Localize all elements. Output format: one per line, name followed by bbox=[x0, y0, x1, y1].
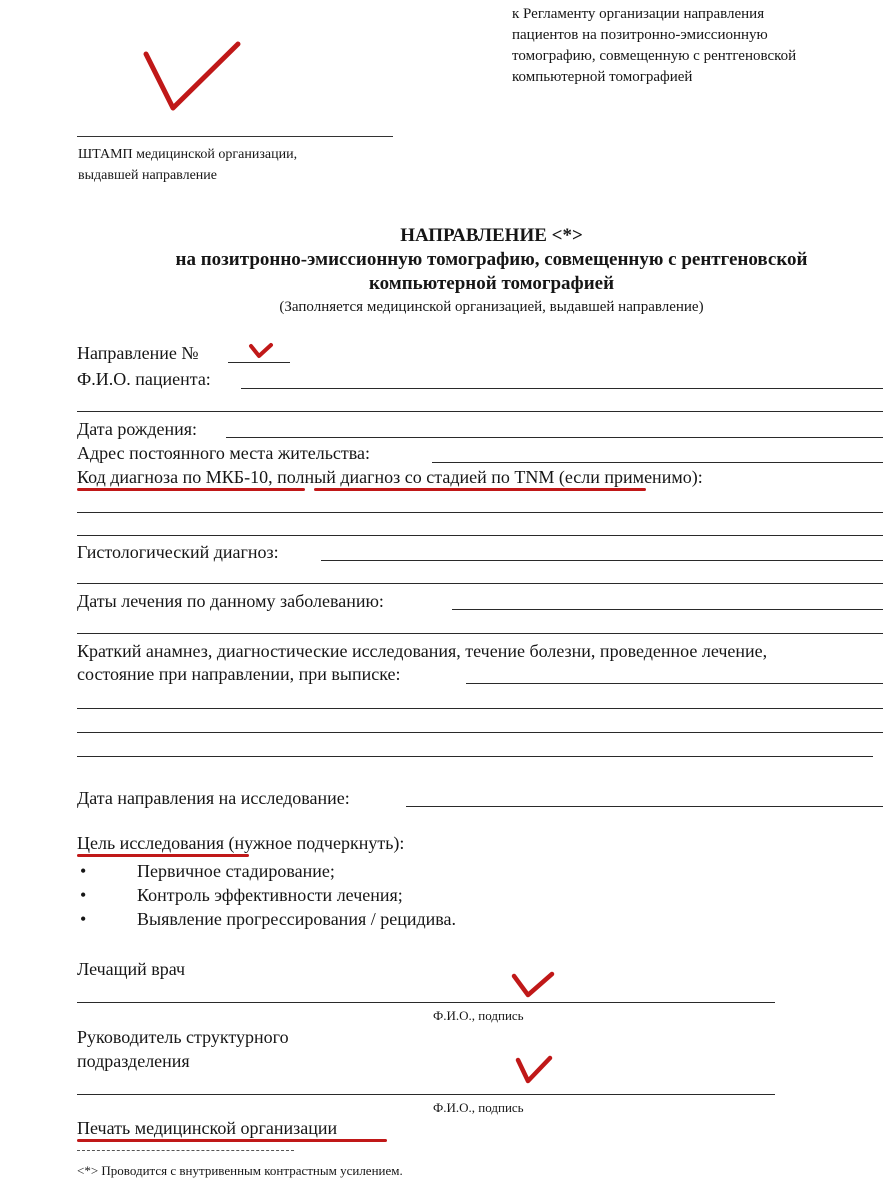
red-underline-mark bbox=[77, 488, 305, 491]
purpose-option-primary-staging[interactable]: Первичное стадирование; bbox=[137, 861, 335, 881]
red-checkmark-icon bbox=[510, 970, 556, 1000]
referral-number-line[interactable] bbox=[228, 362, 290, 363]
document-title-block bbox=[0, 224, 883, 318]
bullet-glyph: • bbox=[80, 861, 87, 881]
anamnesis-label-line-1: Краткий анамнез, диагностические исследования, течение болезни, проведенное лечение, bbox=[77, 641, 768, 661]
purpose-option-treatment-control[interactable]: Контроль эффективности лечения; bbox=[137, 885, 403, 905]
purpose-label-row bbox=[77, 832, 404, 854]
bullet-glyph: • bbox=[80, 909, 87, 929]
diagnosis-full-label: полный диагноз со стадией по TNM bbox=[277, 467, 555, 487]
attending-doctor-signature-line[interactable] bbox=[77, 1002, 775, 1003]
head-signature-line[interactable] bbox=[77, 1094, 775, 1095]
anamnesis-label-line-2: состояние при направлении, при выписке: bbox=[77, 664, 401, 684]
stamp-label bbox=[78, 144, 297, 186]
stamp-line bbox=[77, 136, 393, 137]
address-label: Адрес постоянного места жительства: bbox=[77, 443, 371, 463]
head-label-line-2: подразделения bbox=[77, 1051, 190, 1071]
document-subtitle-line: на позитронно-эмиссионную томографию, совмещенную с рентгеновской bbox=[175, 249, 808, 270]
stamp-label-line: выдавшей направление bbox=[78, 168, 218, 183]
anamnesis-line[interactable] bbox=[466, 683, 883, 684]
purpose-label-tail: (нужное подчеркнуть): bbox=[228, 833, 405, 853]
purpose-label: Цель исследования bbox=[77, 833, 224, 853]
header-note-line: томографию, совмещенную с рентгеновской bbox=[512, 48, 797, 64]
patient-name-line-2[interactable] bbox=[77, 411, 883, 412]
treatment-dates-line[interactable] bbox=[452, 609, 883, 610]
red-underline-mark bbox=[314, 488, 646, 491]
red-underline-mark bbox=[77, 854, 249, 857]
birth-date-line[interactable] bbox=[226, 437, 883, 438]
patient-name-line[interactable] bbox=[241, 388, 883, 389]
red-checkmark-icon bbox=[514, 1054, 554, 1086]
birth-date-label: Дата рождения: bbox=[77, 419, 198, 439]
red-checkmark-icon bbox=[248, 342, 274, 360]
document-title-note: (Заполняется медицинской организацией, выдавшей направление) bbox=[279, 299, 704, 315]
bullet-glyph: • bbox=[80, 885, 87, 905]
referral-date-line[interactable] bbox=[406, 806, 883, 807]
name-signature-caption: Ф.И.О., подпись bbox=[433, 1100, 524, 1115]
name-signature-caption: Ф.И.О., подпись bbox=[433, 1008, 524, 1023]
seal-label: Печать медицинской организации bbox=[77, 1118, 338, 1138]
diagnosis-code-label: Код диагноза по МКБ-10 bbox=[77, 467, 269, 487]
footnote-divider bbox=[77, 1150, 294, 1151]
anamnesis-line-3[interactable] bbox=[77, 732, 883, 733]
histology-label: Гистологический диагноз: bbox=[77, 542, 279, 562]
treatment-dates-label: Даты лечения по данному заболеванию: bbox=[77, 591, 384, 611]
attending-doctor-label: Лечащий врач bbox=[77, 959, 186, 979]
anamnesis-line-2[interactable] bbox=[77, 708, 883, 709]
anamnesis-line-4[interactable] bbox=[77, 756, 873, 757]
diagnosis-label-row bbox=[77, 466, 703, 488]
document-title: НАПРАВЛЕНИЕ <*> bbox=[400, 225, 583, 246]
head-label-line-1: Руководитель структурного bbox=[77, 1027, 289, 1047]
referral-date-label: Дата направления на исследование: bbox=[77, 788, 350, 808]
purpose-option-progression[interactable]: Выявление прогрессирования / рецидива. bbox=[137, 909, 457, 929]
red-checkmark-icon bbox=[140, 40, 244, 114]
diagnosis-line-2[interactable] bbox=[77, 535, 883, 536]
diagnosis-tail-label: (если применимо): bbox=[558, 467, 703, 487]
treatment-dates-line-2[interactable] bbox=[77, 633, 883, 634]
red-underline-mark bbox=[77, 1139, 387, 1142]
histology-line[interactable] bbox=[321, 560, 883, 561]
referral-number-label: Направление № bbox=[77, 343, 199, 363]
diagnosis-line-1[interactable] bbox=[77, 512, 883, 513]
regulation-header-note bbox=[512, 4, 882, 88]
header-note-line: пациентов на позитронно-эмиссионную bbox=[512, 27, 768, 43]
histology-line-2[interactable] bbox=[77, 583, 883, 584]
address-line[interactable] bbox=[432, 462, 883, 463]
document-subtitle-line: компьютерной томографией bbox=[368, 273, 615, 294]
patient-name-label: Ф.И.О. пациента: bbox=[77, 369, 211, 389]
header-note-line: компьютерной томографией bbox=[512, 69, 693, 85]
header-note-line: к Регламенту организации направления bbox=[512, 6, 765, 22]
diagnosis-separator: , bbox=[268, 467, 273, 487]
stamp-label-line: ШТАМП медицинской организации, bbox=[78, 147, 298, 162]
footnote-text: <*> Проводится с внутривенным контрастным усилением. bbox=[77, 1163, 403, 1178]
